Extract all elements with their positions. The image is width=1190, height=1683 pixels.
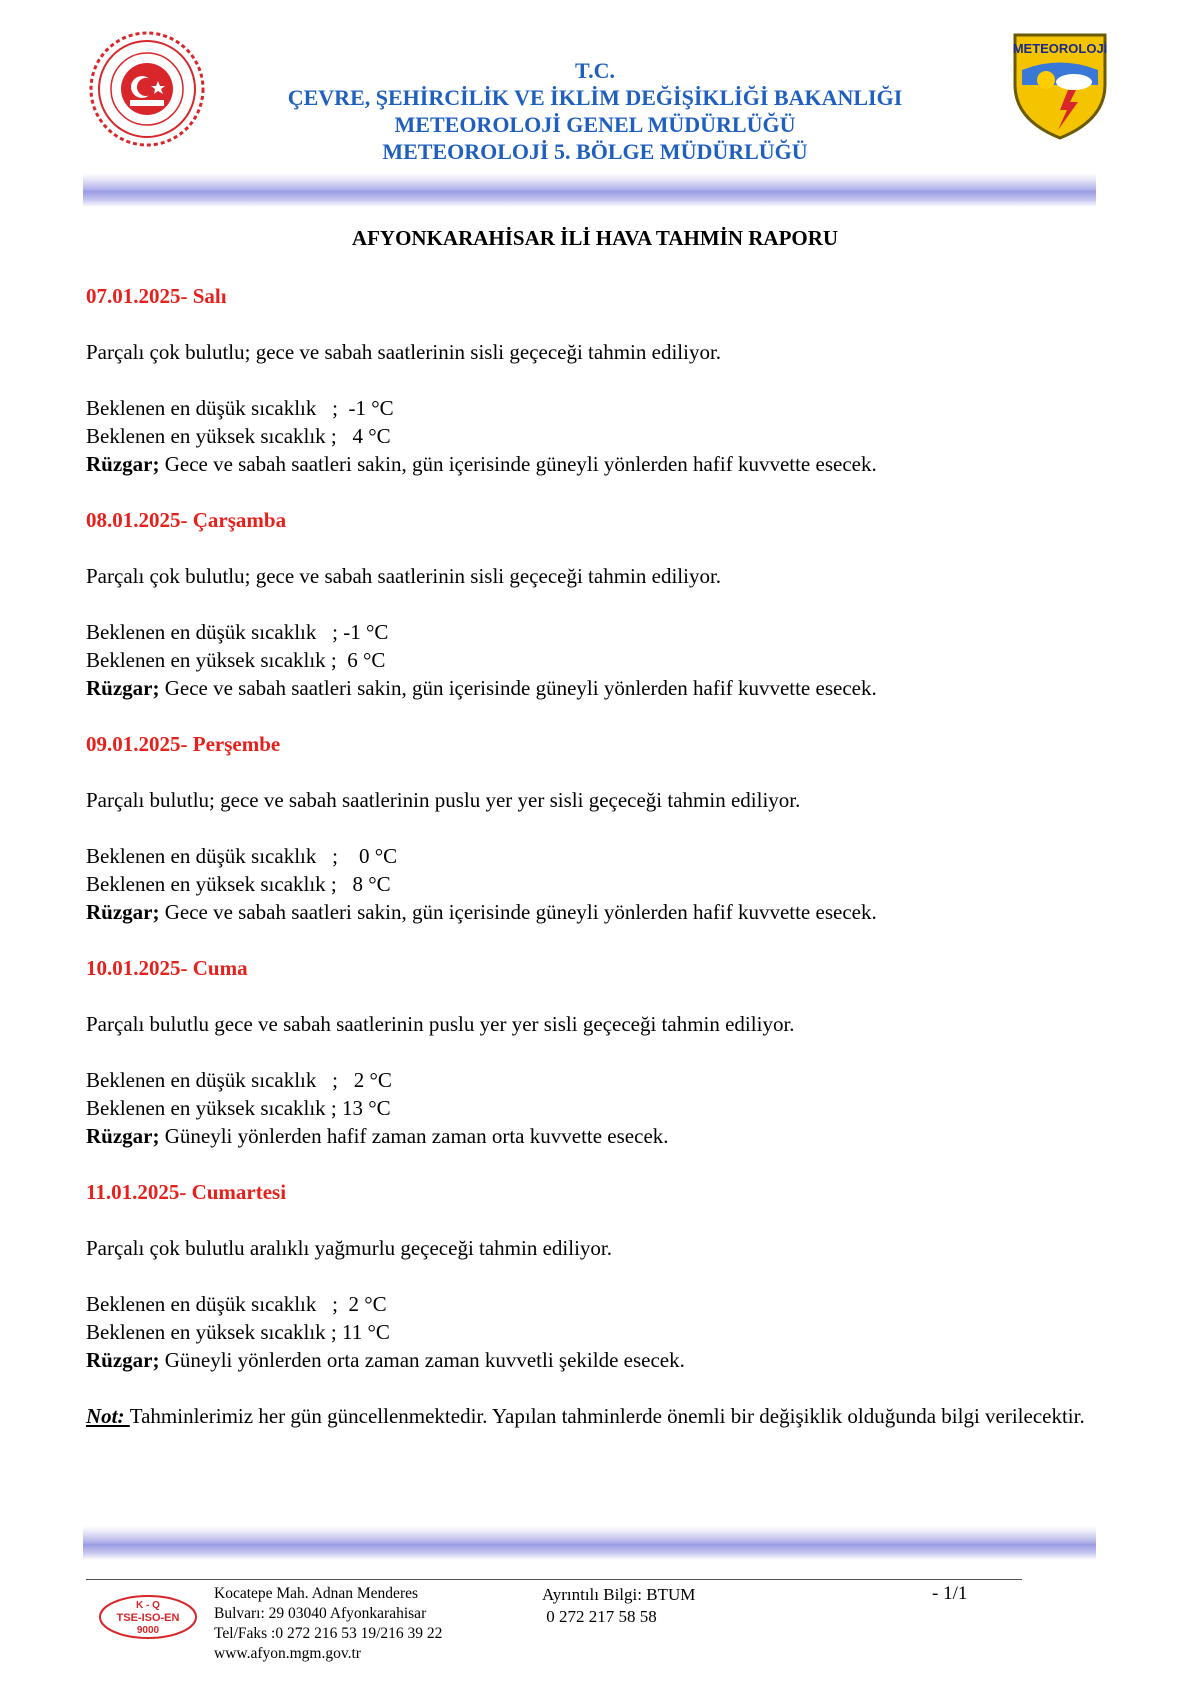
wind-line <box>86 450 1114 478</box>
header-divider-band <box>83 173 1096 207</box>
min-temp-line: Beklenen en düşük sıcaklık ; 0 °C <box>86 844 398 868</box>
wind-line <box>86 1346 1114 1374</box>
wind-label: Rüzgar; <box>86 1348 160 1372</box>
day-description: Parçalı çok bulutlu aralıklı yağmurlu geçeceği tahmin ediliyor. <box>86 1236 613 1260</box>
footer-web-link[interactable]: www.afyon.mgm.gov.tr <box>214 1645 361 1662</box>
note-paragraph <box>86 1402 1114 1430</box>
day-heading: 11.01.2025- Cumartesi <box>86 1180 287 1204</box>
header-ministry: ÇEVRE, ŞEHİRCİLİK VE İKLİM DEĞİŞİKLİĞİ BAKANLIĞI <box>287 85 903 110</box>
report-title: AFYONKARAHİSAR İLİ HAVA TAHMİN RAPORU <box>351 226 839 250</box>
wind-label: Rüzgar; <box>86 676 160 700</box>
forecast-day <box>86 282 1114 478</box>
tse-iso-logo <box>98 1594 198 1640</box>
min-temp-line: Beklenen en düşük sıcaklık ; -1 °C <box>86 620 389 644</box>
day-heading: 10.01.2025- Cuma <box>86 956 248 980</box>
max-temp-line: Beklenen en yüksek sıcaklık ; 6 °C <box>86 648 386 672</box>
footer-tel: Tel/Faks :0 272 216 53 19/216 39 22 <box>214 1625 443 1642</box>
wind-text: Gece ve sabah saatleri sakin, gün içerisinde güneyli yönlerden hafif kuvvette esecek. <box>159 900 877 924</box>
day-description: Parçalı bulutlu; gece ve sabah saatlerinin puslu yer yer sisli geçeceği tahmin ediliyor. <box>86 788 801 812</box>
max-temp-line: Beklenen en yüksek sıcaklık ; 4 °C <box>86 424 391 448</box>
min-temp-line: Beklenen en düşük sıcaklık ; 2 °C <box>86 1292 387 1316</box>
wind-text: Güneyli yönlerden hafif zaman zaman orta kuvvette esecek. <box>159 1124 669 1148</box>
wind-line <box>86 1122 1114 1150</box>
wind-label: Rüzgar; <box>86 452 160 476</box>
min-temp-line: Beklenen en düşük sıcaklık ; -1 °C <box>86 396 394 420</box>
day-description: Parçalı bulutlu gece ve sabah saatlerinin puslu yer yer sisli geçeceği tahmin ediliyor. <box>86 1012 795 1036</box>
note-label: Not: <box>86 1404 130 1428</box>
wind-text: Gece ve sabah saatleri sakin, gün içerisinde güneyli yönlerden hafif kuvvette esecek. <box>159 676 877 700</box>
min-temp-line: Beklenen en düşük sıcaklık ; 2 °C <box>86 1068 392 1092</box>
footer-address <box>214 1584 442 1664</box>
wind-label: Rüzgar; <box>86 900 160 924</box>
tse-line3: 9000 <box>136 1625 160 1636</box>
max-temp-line: Beklenen en yüksek sıcaklık ; 11 °C <box>86 1320 390 1344</box>
footer-info-phone: 0 272 217 58 58 <box>542 1607 657 1626</box>
header-titles <box>0 57 1190 165</box>
forecast-day <box>86 730 1114 926</box>
footer-info-label: Ayrıntılı Bilgi: BTUM <box>542 1585 696 1604</box>
forecast-day <box>86 954 1114 1150</box>
wind-line <box>86 674 1114 702</box>
max-temp-line: Beklenen en yüksek sıcaklık ; 13 °C <box>86 1096 391 1120</box>
day-description: Parçalı çok bulutlu; gece ve sabah saatlerinin sisli geçeceği tahmin ediliyor. <box>86 340 722 364</box>
wind-line <box>86 898 1114 926</box>
report-content <box>86 282 1114 1430</box>
max-temp-line: Beklenen en yüksek sıcaklık ; 8 °C <box>86 872 391 896</box>
tse-line2: TSE-ISO-EN <box>116 1612 180 1624</box>
day-heading: 08.01.2025- Çarşamba <box>86 508 287 532</box>
footer-address-line1: Kocatepe Mah. Adnan Menderes <box>214 1585 419 1602</box>
header-regional: METEOROLOJİ 5. BÖLGE MÜDÜRLÜĞÜ <box>382 139 808 164</box>
tse-line1: K - Q <box>136 1600 160 1611</box>
forecast-day <box>86 506 1114 702</box>
logo-text: METEOROLOJİ <box>1012 41 1108 56</box>
header-tc: T.C. <box>575 58 615 83</box>
wind-label: Rüzgar; <box>86 1124 160 1148</box>
footer-divider-band <box>83 1526 1096 1560</box>
footer-info <box>542 1584 695 1628</box>
wind-text: Güneyli yönlerden orta zaman zaman kuvvetli şekilde esecek. <box>159 1348 685 1372</box>
wind-text: Gece ve sabah saatleri sakin, gün içerisinde güneyli yönlerden hafif kuvvette esecek. <box>159 452 877 476</box>
day-heading: 07.01.2025- Salı <box>86 284 227 308</box>
forecast-day <box>86 1178 1114 1374</box>
day-description: Parçalı çok bulutlu; gece ve sabah saatlerinin sisli geçeceği tahmin ediliyor. <box>86 564 722 588</box>
footer-rule <box>86 1579 1022 1580</box>
day-heading: 09.01.2025- Perşembe <box>86 732 281 756</box>
header-directorate: METEOROLOJİ GENEL MÜDÜRLÜĞÜ <box>394 112 796 137</box>
footer-address-line2: Bulvarı: 29 03040 Afyonkarahisar <box>214 1605 427 1622</box>
note-text: Tahminlerimiz her gün güncellenmektedir. Yapılan tahminlerde önemli bir değişiklik olduğunda bilgi verilecektir. <box>129 1404 1085 1428</box>
page-number: - 1/1 <box>932 1583 968 1604</box>
